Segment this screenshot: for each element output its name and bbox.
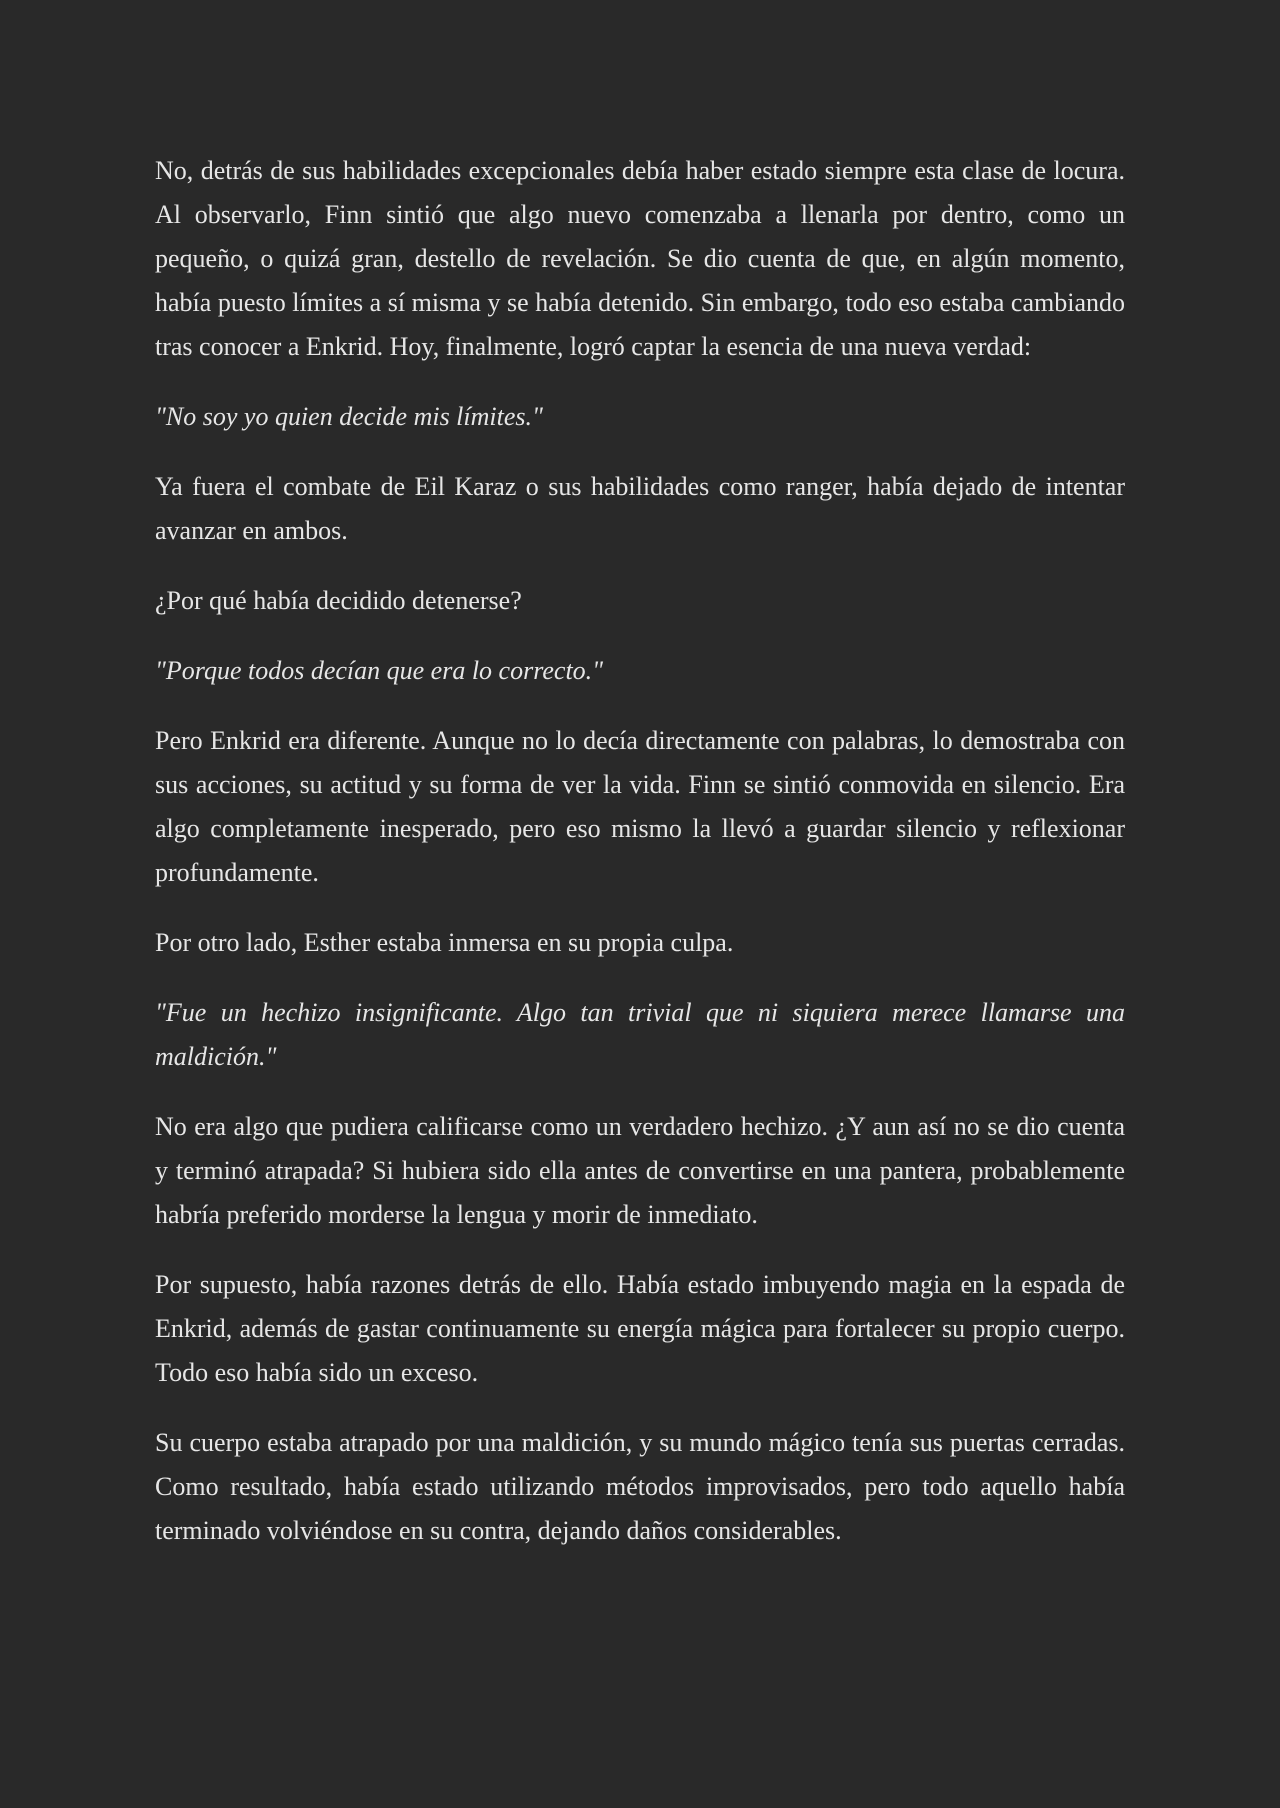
paragraph-1: No, detrás de sus habilidades excepcionales debía haber estado siempre esta clase de locura. Al observarlo, Finn sintió que algo nuevo comenzaba a llenarla por dentro, como un pequeño, o quizá gran, destello de revelación. Se dio cuenta de que, en algún momento, había puesto límites a sí misma y se había detenido. Sin embargo, todo eso estaba cambiando tras conocer a Enkrid. Hoy, finalmente, logró captar la esencia de una nueva verdad: — [155, 156, 1125, 361]
paragraph-9: No era algo que pudiera calificarse como un verdadero hechizo. ¿Y aun así no se dio cuenta y terminó atrapada? Si hubiera sido ella antes de convertirse en una pantera, probablemente habría preferido morderse la lengua y morir de inmediato. — [155, 1112, 1125, 1229]
paragraph-6: Pero Enkrid era diferente. Aunque no lo decía directamente con palabras, lo demostraba con sus acciones, su actitud y su forma de ver la vida. Finn se sintió conmovida en silencio. Era algo completamente inesperado, pero eso mismo la llevó a guardar silencio y reflexionar profundamente. — [155, 726, 1125, 887]
paragraph-8-quote: "Fue un hechizo insignificante. Algo tan trivial que ni siquiera merece llamarse una maldición." — [155, 998, 1125, 1071]
paragraph-11: Su cuerpo estaba atrapado por una maldición, y su mundo mágico tenía sus puertas cerradas. Como resultado, había estado utilizando métodos improvisados, pero todo aquello había terminado volviéndose en su contra, dejando daños considerables. — [155, 1428, 1125, 1545]
paragraph-5-quote: "Porque todos decían que era lo correcto." — [155, 656, 604, 685]
paragraph-3: Ya fuera el combate de Eil Karaz o sus habilidades como ranger, había dejado de intentar avanzar en ambos. — [155, 472, 1125, 545]
paragraph-4: ¿Por qué había decidido detenerse? — [155, 586, 522, 615]
paragraph-2-quote: "No soy yo quien decide mis límites." — [155, 402, 543, 431]
paragraph-7: Por otro lado, Esther estaba inmersa en su propia culpa. — [155, 928, 734, 957]
paragraph-10: Por supuesto, había razones detrás de ello. Había estado imbuyendo magia en la espada de Enkrid, además de gastar continuamente su energía mágica para fortalecer su propio cuerpo. Todo eso había sido un exceso. — [155, 1270, 1125, 1387]
